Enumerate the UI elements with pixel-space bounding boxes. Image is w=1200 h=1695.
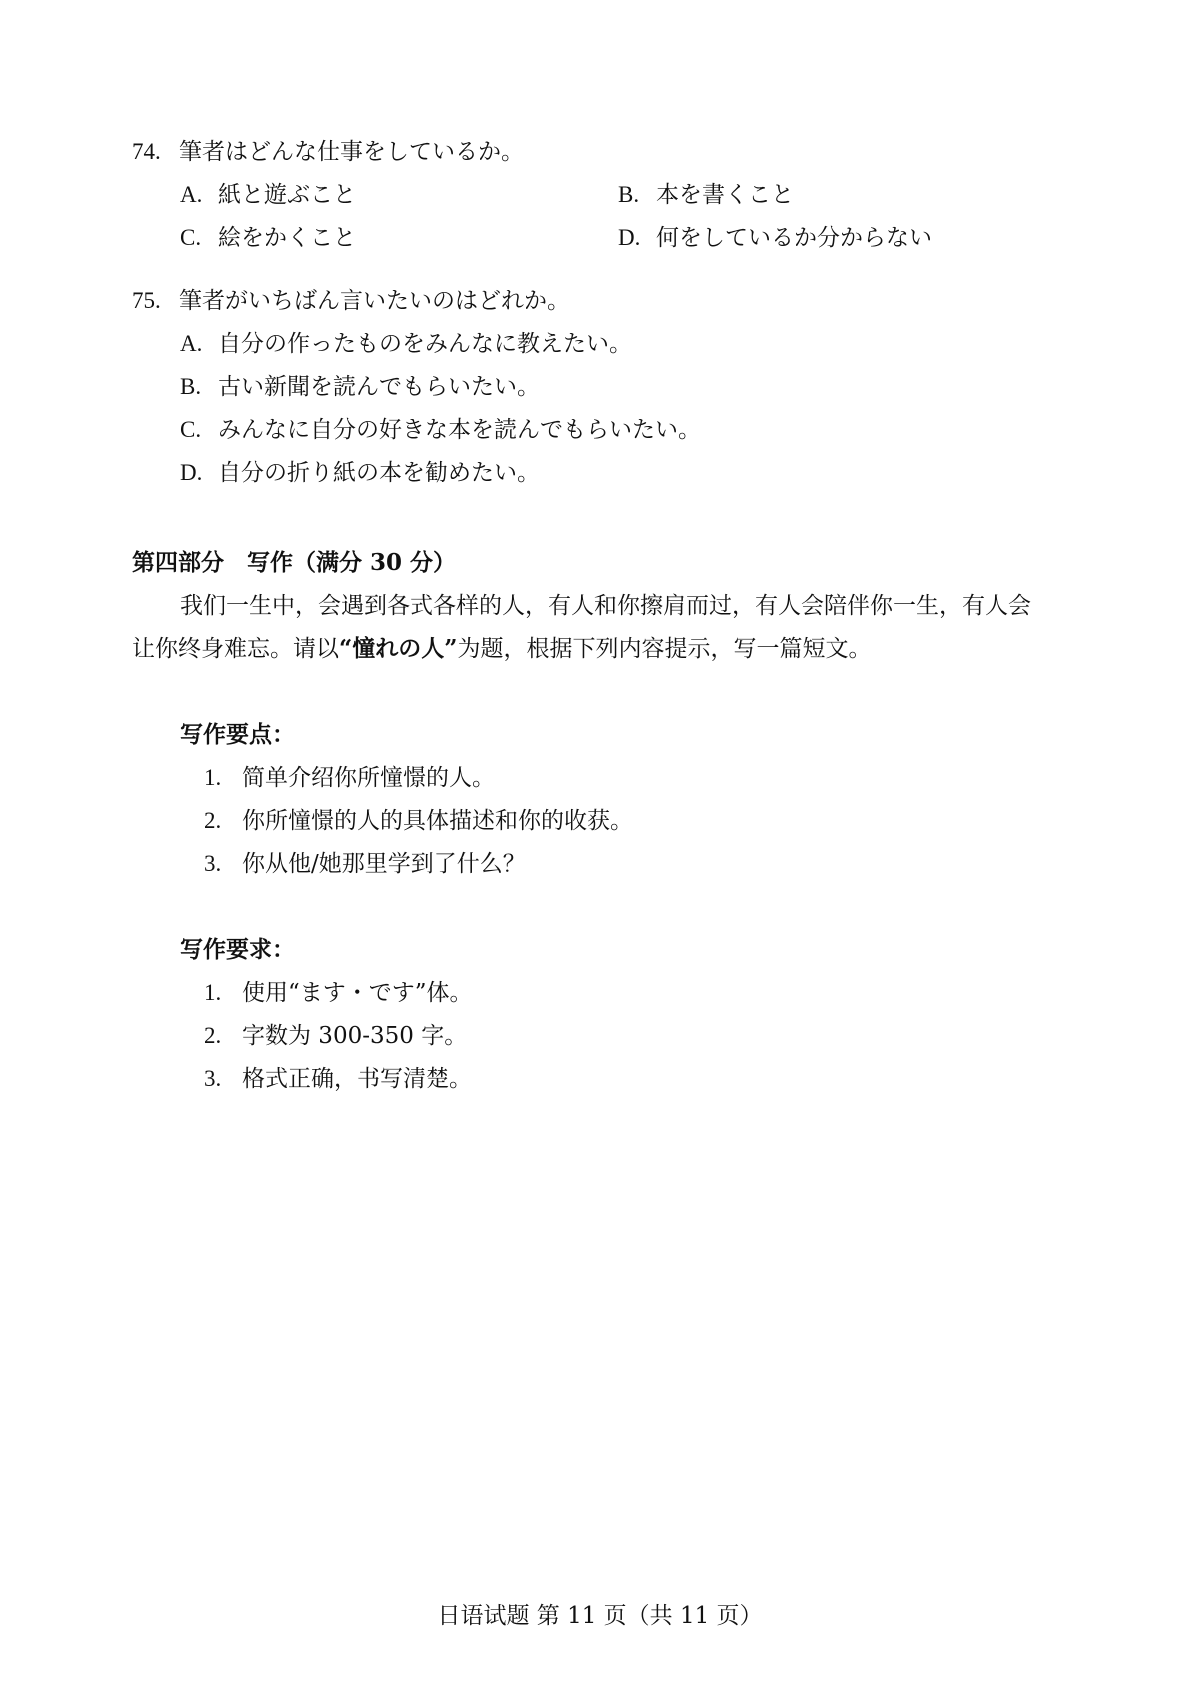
option-74-d: D. 何をしているか分からない [618,225,932,251]
section-heading: 第四部分 写作（满分 30 分） [132,549,457,576]
question-75 [132,286,570,316]
option-75-a: A. 自分の作ったものをみんなに教えたい。 [180,331,632,357]
option-75-c: C. みんなに自分の好きな本を読んでもらいたい。 [180,417,701,443]
option-74-b: B. 本を書くこと [618,182,794,208]
option-75-b: B. 古い新聞を読んでもらいたい。 [180,374,540,400]
requirements-title: 写作要求： [180,936,295,963]
option-74-a: A. 紙と遊ぶこと [180,182,356,208]
essay-topic: “憧れの人” [339,635,458,662]
point-item: 2. 你所憧憬的人的具体描述和你的收获。 [204,808,633,834]
requirement-item: 1. 使用“ます・です”体。 [204,980,473,1006]
question-number: 74. [132,139,161,164]
point-item: 1. 简单介绍你所憧憬的人。 [204,765,495,791]
question-number: 75. [132,288,161,313]
page-footer: 日语试题 第 11 页（共 11 页） [437,1603,763,1629]
points-title: 写作要点： [180,721,295,748]
requirement-item: 3. 格式正确，书写清楚。 [204,1066,472,1092]
point-item: 3. 你从他/她那里学到了什么？ [204,851,526,877]
requirement-item: 2. 字数为 300-350 字。 [204,1023,468,1049]
question-74 [132,137,524,167]
option-74-c: C. 絵をかくこと [180,225,356,251]
intro-line-1: 我们一生中，会遇到各式各样的人，有人和你擦肩而过，有人会陪伴你一生，有人会 [180,593,1031,619]
question-text: 筆者はどんな仕事をしているか。 [179,139,524,165]
question-text: 筆者がいちばん言いたいのはどれか。 [179,288,570,314]
option-75-d: D. 自分の折り紙の本を勧めたい。 [180,460,540,486]
intro-line-2: 让你终身难忘。请以“憧れの人”为题，根据下列内容提示，写一篇短文。 [132,635,872,662]
